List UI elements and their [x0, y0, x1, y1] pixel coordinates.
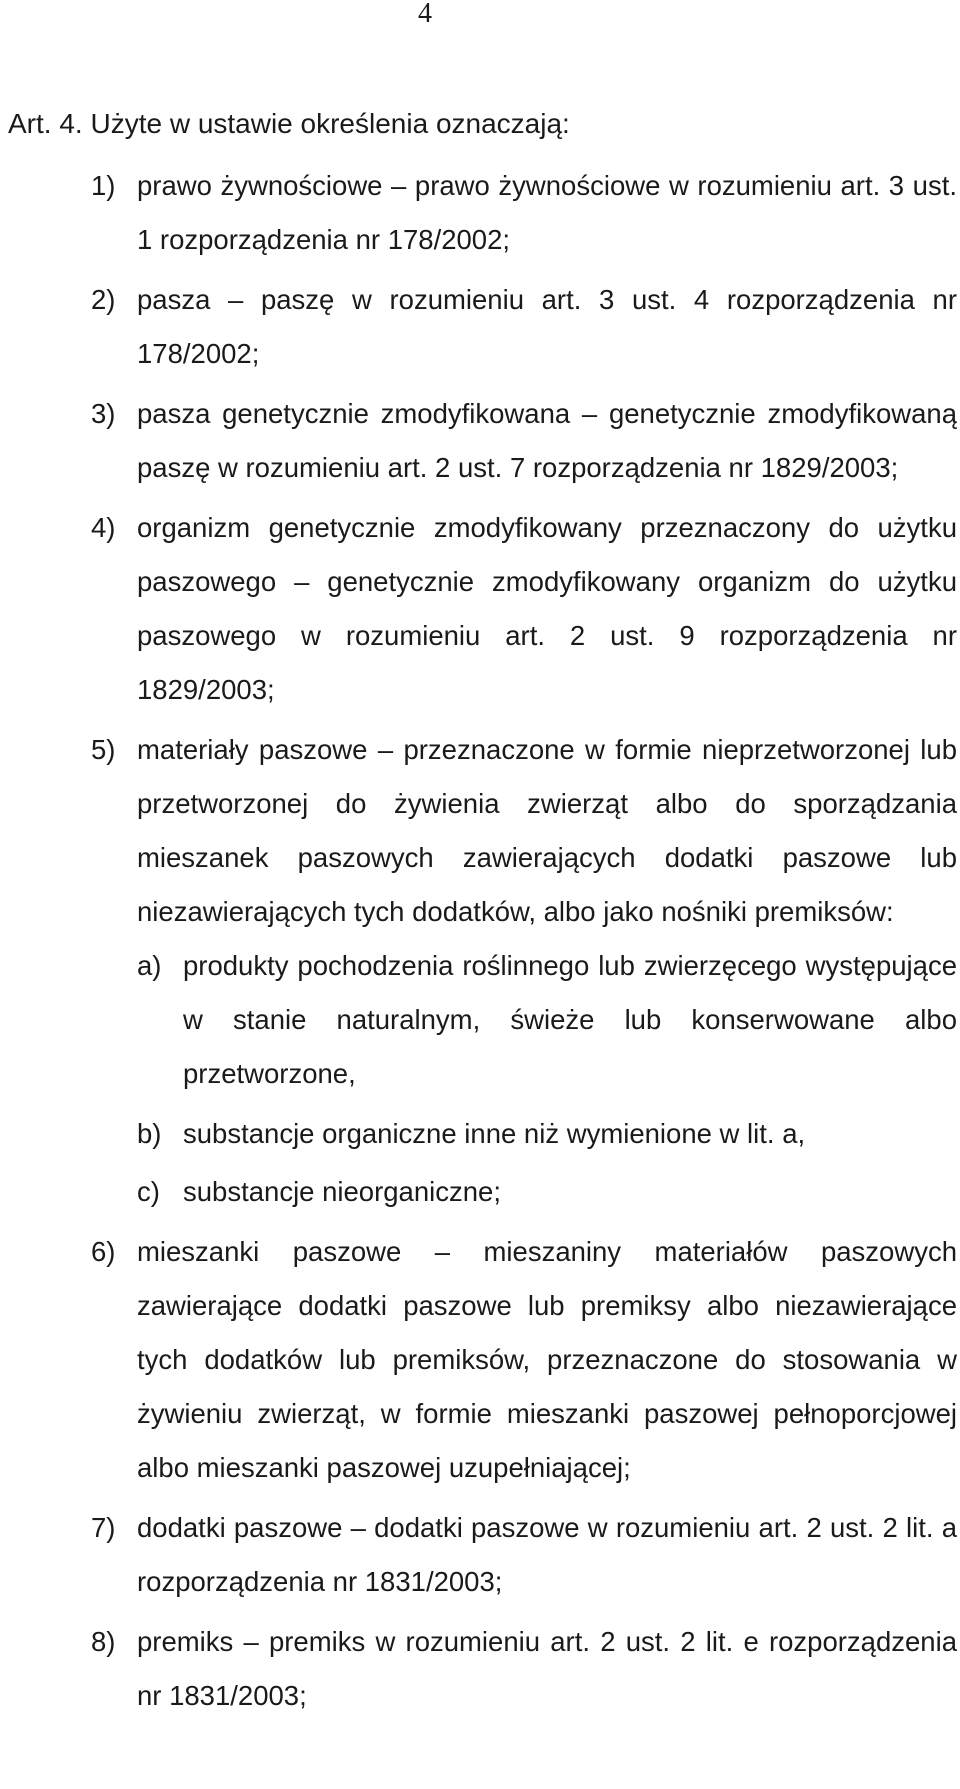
list-item [0, 1501, 957, 1609]
item-text: premiks – premiks w rozumieniu art. 2 ust. 2 lit. e rozporządzenia nr 1831/2003; [137, 1626, 957, 1711]
sub-list-item [0, 1107, 957, 1161]
item-text: organizm genetycznie zmodyfikowany przeznaczony do użytku paszowego – genetycznie zmodyfikowany organizm do użytku paszowego w rozumieniu art. 2 ust. 9 rozporządzenia nr 1829/2003; [137, 512, 957, 705]
sub-list [0, 939, 957, 1219]
list-item [0, 159, 957, 267]
sub-item-letter: c) [137, 1176, 160, 1207]
item-number: 3) [91, 398, 116, 429]
list-item [0, 501, 957, 717]
list-item [0, 1225, 957, 1495]
list-item [0, 1615, 957, 1723]
item-number: 4) [91, 512, 116, 543]
item-number: 7) [91, 1512, 116, 1543]
item-text: prawo żywnościowe – prawo żywnościowe w rozumieniu art. 3 ust. 1 rozporządzenia nr 178/2002; [137, 170, 957, 255]
sub-list-item [0, 1165, 957, 1219]
item-text: dodatki paszowe – dodatki paszowe w rozumieniu art. 2 ust. 2 lit. a rozporządzenia nr 1831/2003; [137, 1512, 957, 1597]
item-number: 2) [91, 284, 116, 315]
list-item [0, 273, 957, 381]
sub-item-text: substancje organiczne inne niż wymienione w lit. a, [183, 1118, 806, 1149]
item-number: 8) [91, 1626, 116, 1657]
item-text: materiały paszowe – przeznaczone w formie nieprzetworzonej lub przetworzonej do żywienia zwierząt albo do sporządzania mieszanek paszowych zawierających dodatki paszowe lub niezawierających tych dodatków, albo jako nośniki premiksów: [137, 734, 957, 927]
list-item [0, 387, 957, 495]
item-text: pasza – paszę w rozumieniu art. 3 ust. 4 rozporządzenia nr 178/2002; [137, 284, 957, 369]
definitions-list [0, 159, 960, 1729]
list-item [0, 723, 957, 1219]
article-heading: Art. 4. Użyte w ustawie określenia oznaczają: [8, 108, 570, 139]
item-number: 6) [91, 1236, 116, 1267]
sub-item-text: produkty pochodzenia roślinnego lub zwierzęcego występujące w stanie naturalnym, świeże lub konserwowane albo przetworzone, [183, 950, 957, 1089]
item-number: 5) [91, 734, 116, 765]
sub-list-item [0, 939, 957, 1101]
item-text: pasza genetycznie zmodyfikowana – genetycznie zmodyfikowaną paszę w rozumieniu art. 2 ust. 7 rozporządzenia nr 1829/2003; [137, 398, 957, 483]
item-text: mieszanki paszowe – mieszaniny materiałów paszowych zawierające dodatki paszowe lub premiksy albo niezawierające tych dodatków lub premiksów, przeznaczone do stosowania w żywieniu zwierząt, w formie mieszanki paszowej pełnoporcjowej albo mieszanki paszowej uzupełniającej; [137, 1236, 957, 1483]
sub-item-letter: b) [137, 1118, 162, 1149]
sub-item-letter: a) [137, 950, 162, 981]
page-number: 4 [418, 0, 432, 29]
item-number: 1) [91, 170, 116, 201]
sub-item-text: substancje nieorganiczne; [183, 1176, 501, 1207]
